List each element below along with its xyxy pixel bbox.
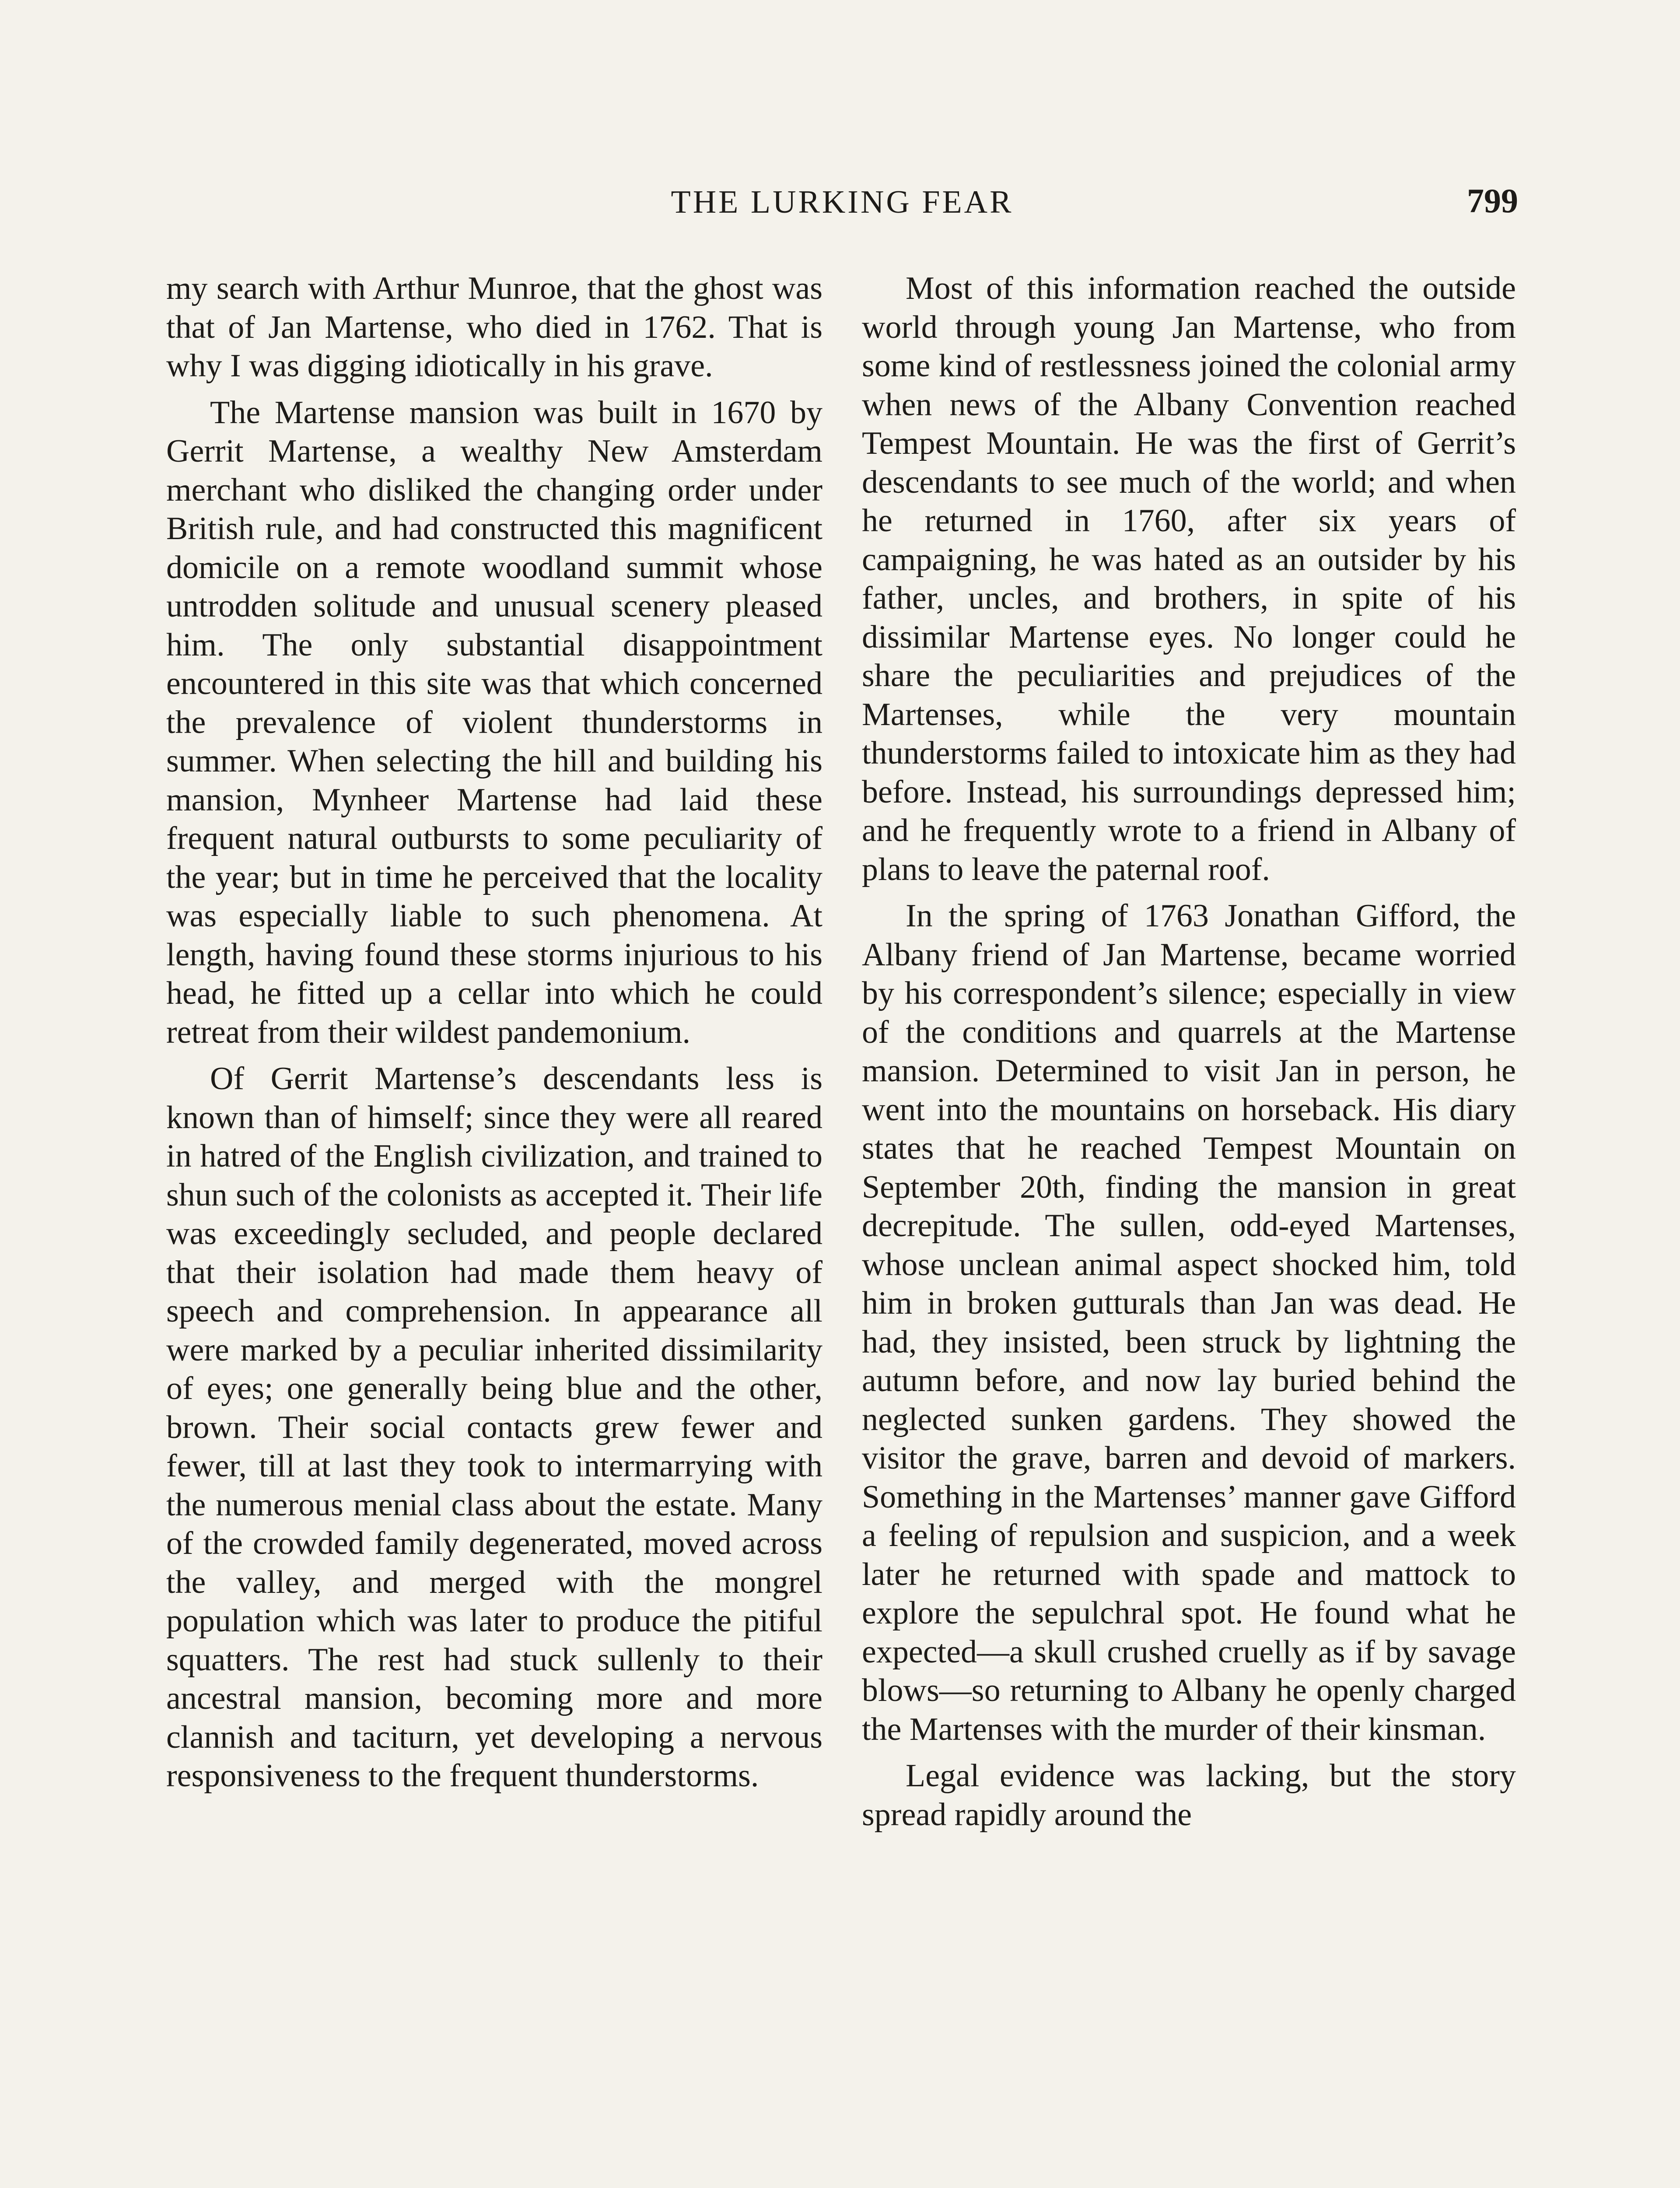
paragraph: Legal evidence was lacking, but the story spread rapidly around the xyxy=(862,1758,1516,1833)
page-number: 799 xyxy=(1467,182,1518,220)
left-text-column xyxy=(166,269,822,1803)
running-head xyxy=(166,175,1518,223)
running-title: THE LURKING FEAR xyxy=(671,184,1014,220)
paragraph: Most of this information reached the outside world through young Jan Martense, who from some kind of restlessness joined the colonial army when news of the Albany Convention reached Tempest Mountain. He was the first of Gerrit’s descendants to see much of the world; and when he returned in 1760, after six years of campaigning, he was hated as an outsider by his father, uncles, and brothers, in spite of his dissimilar Martense eyes. No longer could he share the peculiarities and prejudices of the Martenses, while the very mountain thunderstorms failed to intoxicate him as they had before. Instead, his surroundings depressed him; and he frequently wrote to a friend in Albany of plans to leave the paternal roof. xyxy=(862,270,1516,887)
paragraph: my search with Arthur Munroe, that the ghost was that of Jan Martense, who died in 1762. That is why I was digging idiotically in his grave. xyxy=(166,270,822,384)
paragraph: The Martense mansion was built in 1670 by Gerrit Martense, a wealthy New Amsterdam merchant who disliked the changing order under British rule, and had constructed this magnificent domicile on a remote woodland summit whose untrodden solitude and unusual scenery pleased him. The only substantial disappointment encountered in this site was that which concerned the prevalence of violent thunderstorms in summer. When selecting the hill and building his mansion, Mynheer Martense had laid these frequent natural outbursts to some peculiarity of the year; but in time he perceived that the locality was especially liable to such phenomena. At length, having found these storms injurious to his head, he fitted up a cellar into which he could retreat from their wildest pandemonium. xyxy=(166,394,822,1050)
right-text-column xyxy=(862,269,1516,1842)
paragraph: In the spring of 1763 Jonathan Gifford, the Albany friend of Jan Martense, became worried by his correspondent’s silence; especially in view of the conditions and quarrels at the Martense mansion. Determined to visit Jan in person, he went into the mountains on horseback. His diary states that he reached Tempest Mountain on September 20th, finding the mansion in great decrepitude. The sullen, odd-eyed Martenses, whose unclean animal aspect shocked him, told him in broken gutturals than Jan was dead. He had, they insisted, been struck by lightning the autumn before, and now lay buried behind the neglected sunken gardens. They showed the visitor the grave, barren and devoid of markers. Something in the Martenses’ manner gave Gifford a feeling of repulsion and suspicion, and a week later he returned with spade and mattock to explore the sepulchral spot. He found what he expected—a skull crushed cruelly as if by savage blows—so returning to Albany he openly charged the Martenses with the murder of their kinsman. xyxy=(862,898,1516,1747)
paragraph: Of Gerrit Martense’s descendants less is known than of himself; since they were all reared in hatred of the English civilization, and trained to shun such of the colonists as accepted it. Their life was exceedingly secluded, and people declared that their isolation had made them heavy of speech and comprehension. In appearance all were marked by a peculiar inherited dissimilarity of eyes; one generally being blue and the other, brown. Their social contacts grew fewer and fewer, till at last they took to intermarrying with the numerous menial class about the estate. Many of the crowded family degenerated, moved across the valley, and merged with the mongrel population which was later to produce the pitiful squatters. The rest had stuck sullenly to their ancestral mansion, becoming more and more clannish and taciturn, yet developing a nervous responsiveness to the frequent thunderstorms. xyxy=(166,1061,822,1794)
